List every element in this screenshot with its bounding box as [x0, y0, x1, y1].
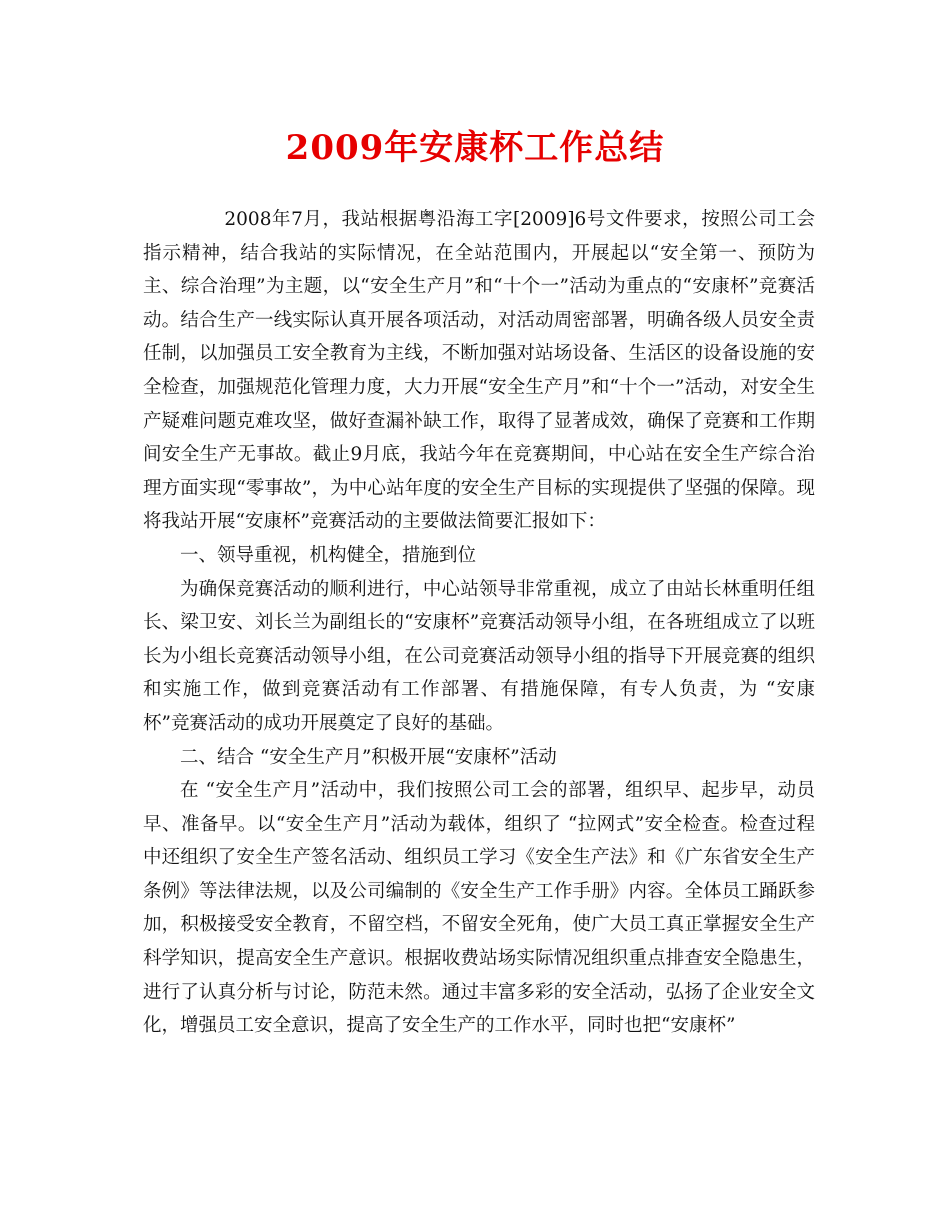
- paragraph-section-2: 在 “安全生产月”活动中，我们按照公司工会的部署，组织早、起步早，动员早、准备早。以“安全生产月”活动为载体，组织了 “拉网式”安全检查。检查过程中还组织了安全生产签名活动、组织员工学习《安全生产法》和《广东省安全生产条例》等法律法规，以及公司编制的《安全生产工作手册》内容。全体员工踊跃参加，积极接受安全教育，不留空档，不留安全死角，使广大员工真正掌握安全生产科学知识，提高安全生产意识。根据收费站场实际情况组织重点排查安全隐患生，进行了认真分析与讨论，防范未然。通过丰富多彩的安全活动，弘扬了企业安全文化，增强员工安全意识，提高了安全生产的工作水平，同时也把“安康杯”: [143, 780, 815, 1037]
- document-title: 2009年安康杯工作总结: [285, 128, 665, 168]
- section-heading-1: 一、领导重视，机构健全，措施到位: [180, 544, 477, 566]
- document-body: [143, 203, 815, 1043]
- section-heading-2: 二、结合 “安全生产月”积极开展“安康杯”活动: [180, 746, 557, 768]
- paragraph-intro: 2008年7月，我站根据粤沿海工字[2009]6号文件要求，按照公司工会指示精神，结合我站的实际情况，在全站范围内，开展起以“安全第一、预防为主、综合治理”为主题，以“安全生产月”和“十个一”活动为重点的“安康杯”竞赛活动。结合生产一线实际认真开展各项活动，对活动周密部署，明确各级人员安全责任制，以加强员工安全教育为主线，不断加强对站场设备、生活区的设备设施的安全检查，加强规范化管理力度，大力开展“安全生产月”和“十个一”活动，对安全生产疑难问题克难攻坚，做好查漏补缺工作，取得了显著成效，确保了竞赛和工作期间安全生产无事故。截止9月底，我站今年在竞赛期间，中心站在安全生产综合治理方面实现“零事故”，为中心站年度的安全生产目标的实现提供了坚强的保障。现将我站开展“安康杯”竞赛活动的主要做法简要汇报如下：: [143, 209, 815, 533]
- paragraph-section-1: 为确保竞赛活动的顺利进行，中心站领导非常重视，成立了由站长林重明任组长、梁卫安、刘长兰为副组长的“安康杯”竞赛活动领导小组，在各班组成立了以班长为小组长竞赛活动领导小组，在公司竞赛活动领导小组的指导下开展竞赛的组织和实施工作，做到竞赛活动有工作部署、有措施保障，有专人负责，为 “安康杯”竞赛活动的成功开展奠定了良好的基础。: [143, 578, 815, 734]
